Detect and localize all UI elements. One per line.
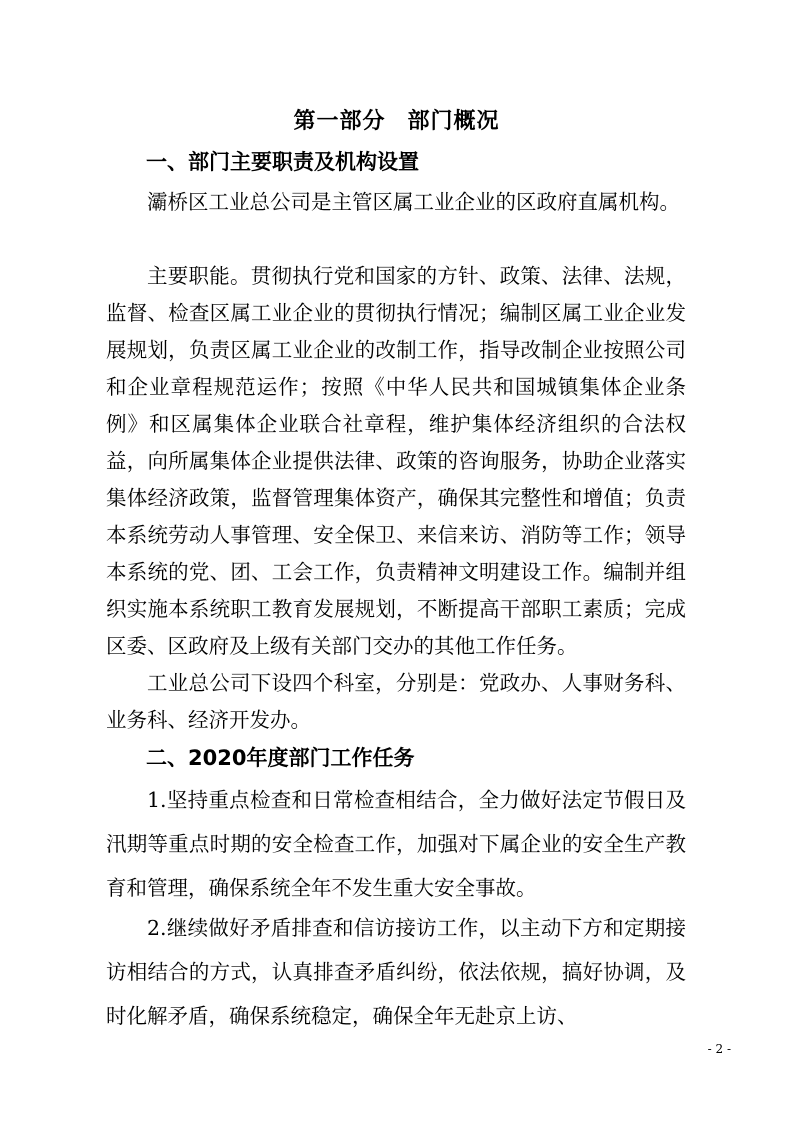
part-title-prefix: 第一部分: [293, 109, 386, 134]
section1-paragraph-2: 主要职能。贯彻执行党和国家的方针、政策、法律、法规，监督、检查区属工业企业的贯彻执行情况；编制区属工业企业发展规划，负责区属工业企业的改制工作，指导改制企业按照公司和企业章程规范运作；按照《中华人民共和国城镇集体企业条例》和区属集体企业联合社章程，维护集体经济组织的合法权益，向所属集体企业提供法律、政策的咨询服务，协助企业落实集体经济政策，监督管理集体资产，确保其完整性和增值；负责本系统劳动人事管理、安全保卫、来信来访、消防等工作；领导本系统的党、团、工会工作，负责精神文明建设工作。编制并组织实施本系统职工教育发展规划，不断提高干部职工素质；完成区委、区政府及上级有关部门交办的其他工作任务。: [106, 264, 686, 658]
section1-paragraph-3: 工业总公司下设四个科室，分别是：党政办、人事财务科、业务科、经济开发办。: [106, 671, 686, 732]
page-number: - 2 -: [707, 1042, 731, 1056]
section2-paragraph-1: 1.坚持重点检查和日常检查相结合，全力做好法定节假日及汛期等重点时期的安全检查工作，加强对下属企业的安全生产教育和管理，确保系统全年不发生重大安全事故。: [106, 788, 686, 900]
section1-paragraph-1: 灞桥区工业总公司是主管区属工业企业的区政府直属机构。: [147, 190, 680, 214]
part-title: [0, 104, 793, 135]
section2-heading: 二、2020年度部门工作任务: [146, 746, 415, 770]
section1-heading: 一、部门主要职责及机构设置: [146, 150, 419, 174]
part-title-name: 部门概况: [407, 109, 500, 134]
section2-paragraph-2: 2.继续做好矛盾排查和信访接访工作，以主动下方和定期接访相结合的方式，认真排查矛盾纠纷，依法依规，搞好协调，及时化解矛盾，确保系统稳定，确保全年无赴京上访、: [106, 916, 686, 1028]
